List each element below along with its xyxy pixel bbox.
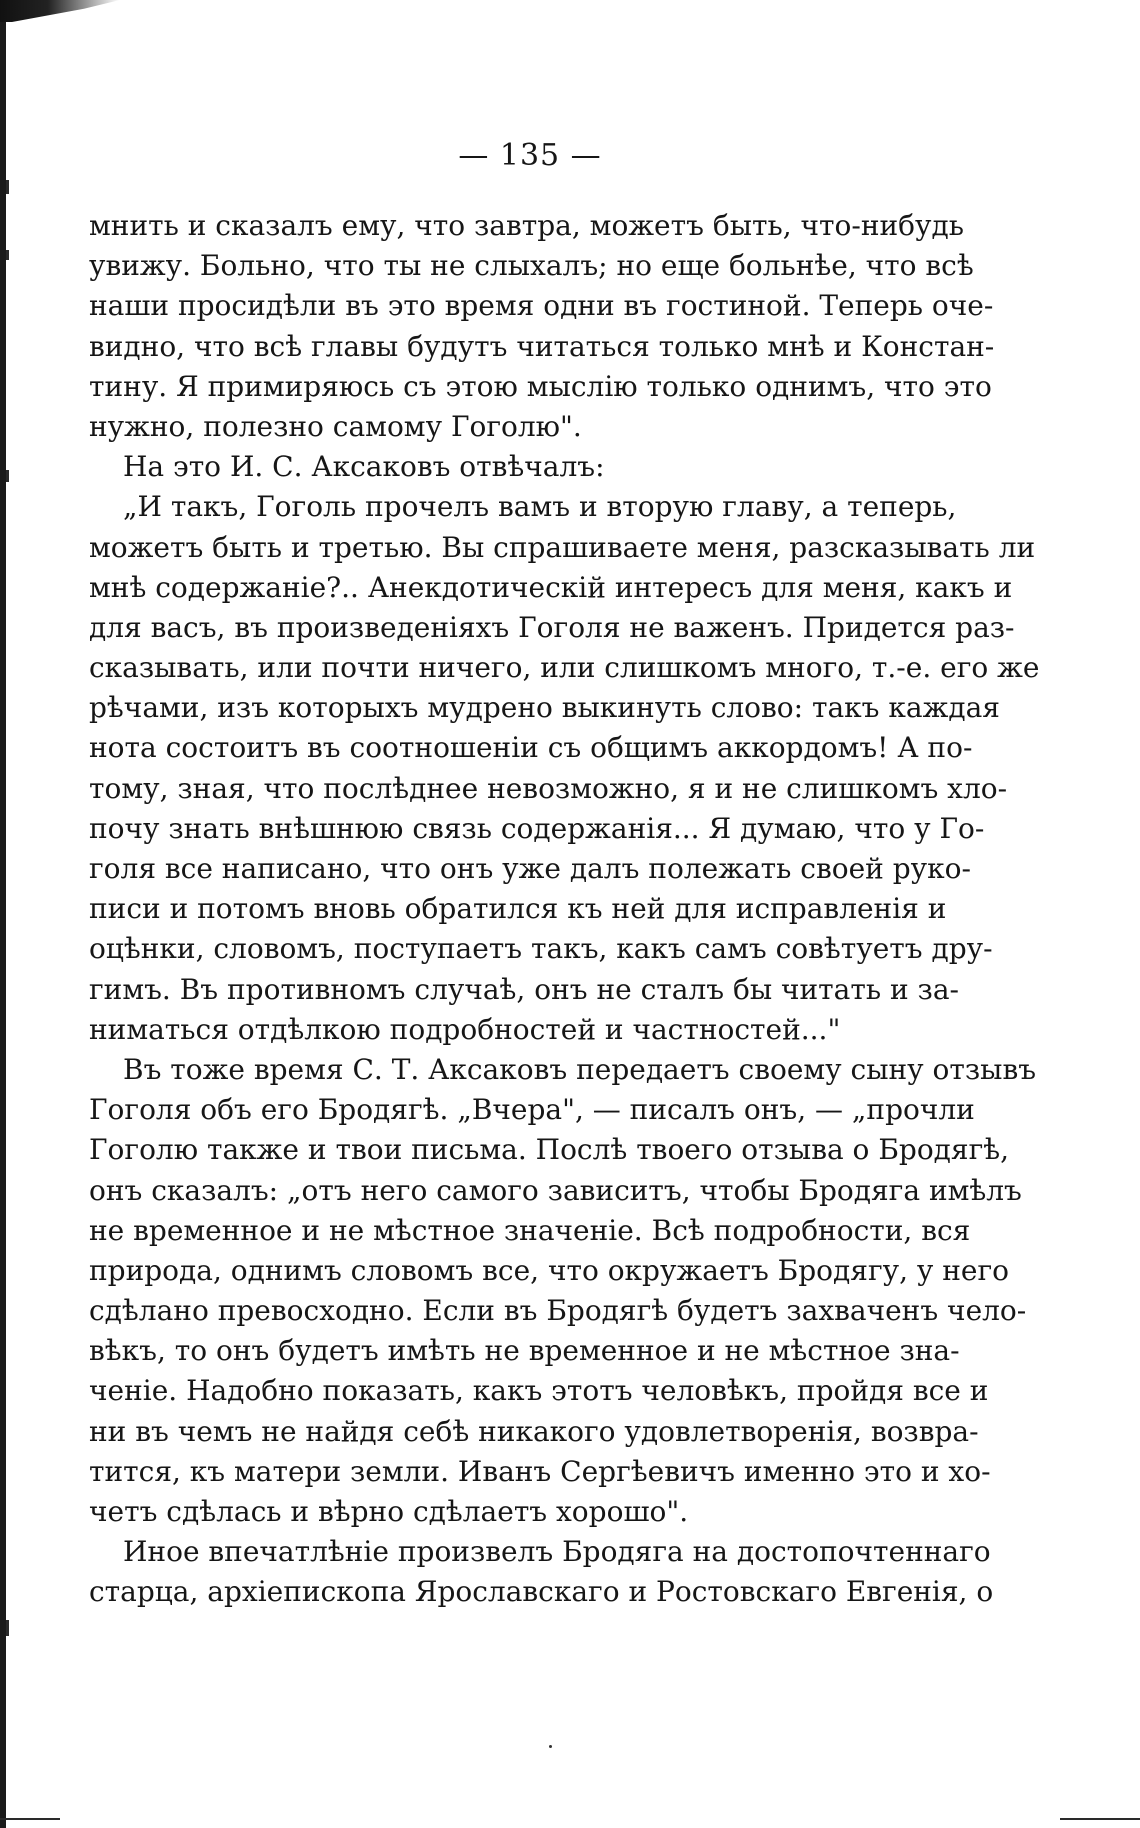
text-line: На это И. С. Аксаковъ отвѣчалъ: (123, 450, 605, 484)
text-line: Гоголю также и твои письма. Послѣ твоего отзыва о Бродягѣ, (89, 1133, 1010, 1167)
text-line: мнѣ содержаніе?.. Анекдотическій интересъ для меня, какъ и (89, 570, 1013, 604)
text-line: наши просидѣли въ это время одни въ гостиной. Теперь оче- (89, 289, 994, 323)
text-line: вѣкъ, то онъ будетъ имѣть не временное и не мѣстное зна- (89, 1334, 960, 1368)
text-line: сказывать, или почти ничего, или слишкомъ много, т.-е. его же (89, 651, 1040, 685)
text-line: можетъ быть и третью. Вы спрашиваете меня, разсказывать ли (89, 530, 1036, 564)
scan-edge-tick (6, 470, 9, 482)
text-line: Гоголя объ его Бродягѣ. „Вчера", — писалъ онъ, — „прочли (89, 1093, 975, 1127)
page-number: — 135 — (458, 138, 602, 173)
text-line: тому, зная, что послѣднее невозможно, я и не слишкомъ хло- (89, 771, 1008, 805)
text-line: голя все написано, что онъ уже далъ полежать своей руко- (89, 852, 971, 885)
text-line: Иное впечатлѣніе произвелъ Бродяга на достопочтеннаго (123, 1535, 991, 1569)
text-line: писи и потомъ вновь обратился къ ней для исправленія и (89, 892, 947, 926)
text-line: Въ тоже время С. Т. Аксаковъ передаетъ своему сыну отзывъ (123, 1052, 1037, 1086)
text-line: нота состоитъ въ соотношеніи съ общимъ аккордомъ! А по- (89, 731, 973, 765)
scan-edge-bottom-line-right (1060, 1818, 1140, 1820)
text-line: увижу. Больно, что ты не слыхалъ; но еще больнѣе, что всѣ (89, 249, 974, 283)
text-line: четъ сдѣлась и вѣрно сдѣлаетъ хорошо". (89, 1495, 689, 1528)
text-line: ченіе. Надобно показать, какъ этотъ человѣкъ, пройдя все и (89, 1374, 989, 1408)
text-line: почу знать внѣшнюю связь содержанія... Я думаю, что у Го- (89, 811, 985, 845)
scan-edge-tick (6, 180, 9, 194)
text-line: не временное и не мѣстное значеніе. Всѣ подробности, вся (89, 1213, 971, 1247)
text-line: тину. Я примиряюсь съ этою мыслію только однимъ, что это (89, 369, 992, 403)
text-line: старца, архіепископа Ярославскаго и Ростовскаго Евгенія, о (89, 1575, 994, 1609)
scan-edge-top-mark (0, 0, 120, 22)
text-line: гимъ. Въ противномъ случаѣ, онъ не сталъ бы читать и за- (89, 972, 959, 1006)
text-line: оцѣнки, словомъ, поступаетъ такъ, какъ самъ совѣтуетъ дру- (89, 932, 993, 966)
text-line: „И такъ, Гоголь прочелъ вамъ и вторую главу, а теперь, (123, 490, 957, 524)
text-line: видно, что всѣ главы будутъ читаться только мнѣ и Констан- (89, 329, 995, 363)
scan-edge-tick (6, 250, 9, 260)
body-text (89, 206, 1040, 1613)
scan-edge-left (0, 0, 6, 1828)
text-line: нужно, полезно самому Гоголю". (89, 409, 582, 443)
ink-speck (549, 1745, 552, 1748)
text-line: ни въ чемъ не найдя себѣ никакого удовлетворенія, возвра- (89, 1414, 979, 1448)
text-line: тится, къ матери земли. Иванъ Сергѣевичъ именно это и хо- (89, 1454, 991, 1488)
scan-edge-bottom-line (0, 1818, 60, 1820)
text-line: природа, однимъ словомъ все, что окружаетъ Бродягу, у него (89, 1253, 1010, 1287)
text-line: онъ сказалъ: „отъ него самого зависитъ, чтобы Бродяга имѣлъ (89, 1173, 1022, 1207)
scan-edge-tick (6, 1620, 9, 1636)
text-line: мнить и сказалъ ему, что завтра, можетъ быть, что-нибудь (89, 209, 964, 242)
text-line: для васъ, въ произведеніяхъ Гоголя не важенъ. Придется раз- (89, 610, 1015, 644)
text-line: сдѣлано превосходно. Если въ Бродягѣ будетъ захваченъ чело- (89, 1294, 1027, 1328)
text-line: рѣчами, изъ которыхъ мудрено выкинуть слово: такъ каждая (89, 691, 1000, 725)
text-line: ниматься отдѣлкою подробностей и частностей..." (89, 1012, 841, 1046)
